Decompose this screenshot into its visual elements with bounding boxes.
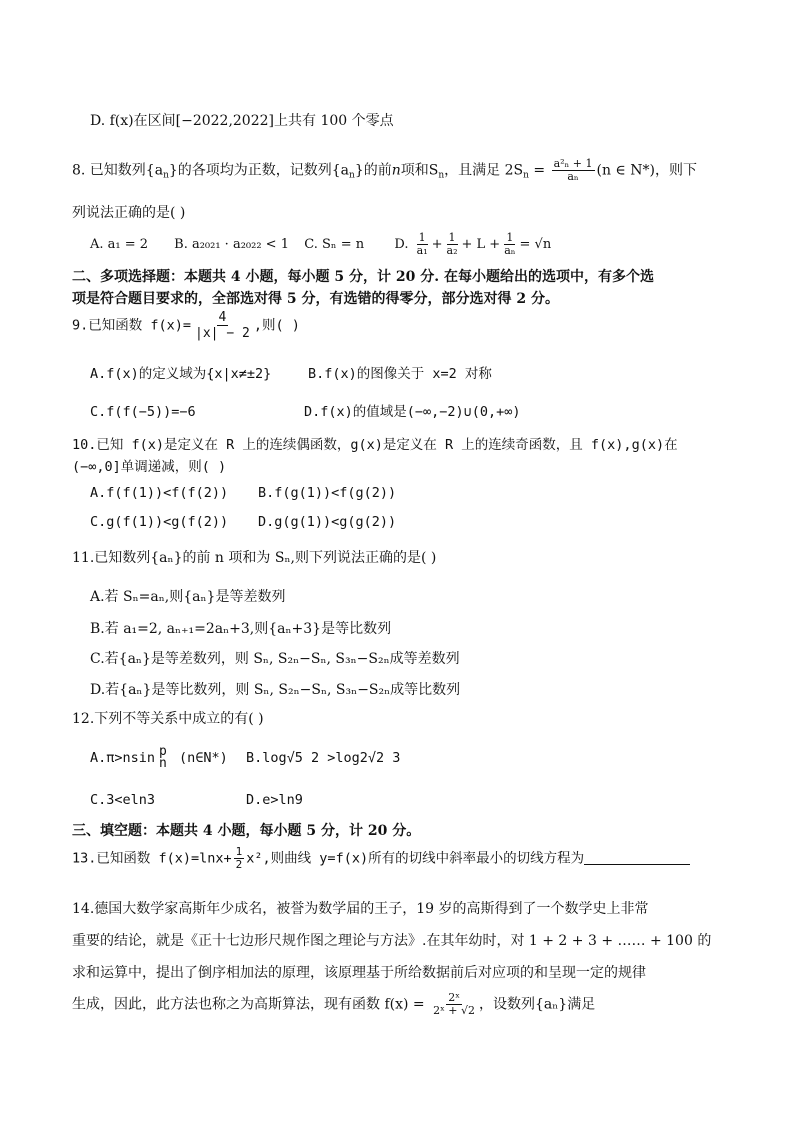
q8-d-frac2: [445, 232, 460, 257]
q14-line4-pre: 生成，因此，此方法也称之为高斯算法，现有函数 f(x) =: [72, 996, 430, 1013]
q8-d-mid: + L +: [461, 237, 501, 252]
q9-stem-post: ,则( ): [253, 317, 300, 334]
q14-line3: 求和运算中，提出了倒序相加法的原理，该原理基于所给数据前后对应项的和呈现一定的规律: [72, 965, 646, 981]
q9-stem-pre: 9.已知函数 f(x)=: [72, 317, 192, 334]
q14-fraction: [431, 992, 477, 1017]
q13-pre: 13.已知函数 f(x)=lnx+: [72, 850, 232, 867]
q13-frac-num: 1: [235, 845, 243, 858]
q8-options: [90, 232, 551, 257]
q13-fraction: [234, 846, 245, 871]
q9-frac-den: |x| − 2: [195, 326, 250, 341]
q9-options-cd: [90, 400, 521, 420]
q8-option-d-pre: D.: [394, 237, 409, 252]
q12-stem: 12.下列不等关系中成立的有( ): [72, 711, 264, 727]
q11-option-c: C.若{aₙ}是等差数列，则 Sₙ, S₂ₙ−Sₙ, S₃ₙ−S₂ₙ成等差数列: [90, 651, 460, 667]
q10-options-ab: [90, 485, 396, 501]
q10-option-d: D.g(g(1))<g(g(2)): [258, 514, 397, 530]
q8-d-frac2-den: a₂: [446, 244, 458, 257]
q10-options-cd: [90, 514, 396, 530]
q14-line4-post: ，设数列{aₙ}满足: [478, 996, 596, 1013]
q8-stem-a: 8. 已知数列{a: [72, 162, 164, 179]
q9-options-ab: [90, 362, 492, 382]
q9-option-c: C.f(f(−5))=−6: [90, 404, 196, 420]
section2-heading-line2: 项是符合题目要求的，全部选对得 5 分，有选错的得零分，部分选对得 2 分。: [72, 291, 559, 307]
q12-a-frac-den: n: [159, 756, 167, 771]
q12-options-cd: [90, 792, 303, 808]
q8-fraction: [552, 158, 595, 183]
q8-option-a: A. a₁ = 2: [90, 237, 149, 252]
q14-frac-den: 2ˣ + √2: [433, 1004, 475, 1017]
q13-frac-den: 2: [235, 858, 243, 871]
q8-d-frac2-num: 1: [448, 231, 456, 244]
q8-stem-e: ，且满足 2S: [444, 162, 524, 179]
q13-post: x²,则曲线 y=f(x)所有的切线中斜率最小的切线方程为: [246, 850, 585, 867]
q10-option-c: C.g(f(1))<g(f(2)): [90, 514, 229, 530]
q11-stem: 11.已知数列{aₙ}的前 n 项和为 Sₙ,则下列说法正确的是( ): [72, 550, 437, 566]
q8-stem-f: (n ∈ N*)，则下: [596, 162, 697, 179]
q14-line4: [72, 992, 595, 1017]
section2-heading-line1: 二、多项选择题：本题共 4 小题，每小题 5 分，计 20 分. 在每小题给出的选项中，有多个选: [72, 269, 654, 285]
q8-d-frac1: [415, 232, 430, 257]
q10-line2: (−∞,0]单调递减，则( ): [72, 459, 227, 475]
q9-stem: [72, 310, 300, 341]
q10-line1: 10.已知 f(x)是定义在 R 上的连续偶函数，g(x)是定义在 R 上的连续奇函数，且 f(x),g(x)在: [72, 437, 678, 453]
q8-frac-den: aₙ: [567, 170, 579, 183]
q12-option-d: D.e>ln9: [246, 792, 303, 808]
q9-option-d: D.f(x)的值域是(−∞,−2)∪(0,+∞): [304, 404, 521, 420]
q11-option-b: B.若 a₁=2, aₙ₊₁=2aₙ+3,则{aₙ+3}是等比数列: [90, 621, 392, 637]
q13-stem: [72, 846, 690, 871]
q12-a-post: (n∈N*): [179, 750, 228, 766]
q12-a-pre: A.π>nsin: [90, 750, 156, 766]
q10-option-b: B.f(g(1))<f(g(2)): [258, 485, 397, 501]
q9-option-a: A.f(x)的定义域为{x|x≠±2}: [90, 366, 272, 382]
q8-d-frac1-num: 1: [418, 231, 426, 244]
q8-stem: 8. 已知数列$\{a_n\}$的各项均为正数，记数列$\{a_n\}$的前n项和$S_n$，且满足 $2S_n$ = $\frac{\text{a²ₙ + 1}}{\text{aₙ}}$ (n ∈ N*)，则下: [72, 157, 697, 183]
q8-frac-num: a²ₙ + 1: [553, 157, 593, 170]
q14-line2: 重要的结论，就是《正十七边形尺规作图之理论与方法》.在其年幼时，对 1 + 2 + 3 + …… + 100 的: [72, 933, 712, 949]
q8-stem-d: 项和S: [400, 162, 439, 179]
q9-frac-num: 4: [218, 310, 227, 325]
q8-d-frac3-num: 1: [506, 231, 514, 244]
q12-a-fraction: [157, 746, 169, 770]
q12-options-ab: [90, 746, 400, 770]
q12-option-c: C.3<eln3: [90, 792, 156, 808]
q7-option-d: D. f(x)在区间[−2022,2022]上共有 100 个零点: [90, 113, 394, 129]
q8-stem-c: }的前: [354, 162, 392, 179]
q11-option-a: A.若 Sₙ=aₙ,则{aₙ}是等差数列: [90, 589, 286, 605]
q8-option-d: D. $\frac{1}{\text{a₁}}$ + $\frac{1}{\text{a₂}}$ + L + $\frac{1}{\text{aₙ}}$ = √n: [394, 231, 552, 257]
q8-d-frac3-den: aₙ: [504, 244, 516, 257]
q14-frac-num: 2ˣ: [448, 991, 460, 1004]
q12-option-b: B.log√5 2 >log2√2 3: [246, 750, 401, 766]
q8-stem-n: n: [391, 162, 401, 179]
q12-option-a: [90, 746, 246, 770]
q9-fraction: [193, 310, 252, 341]
q8-d-frac1-den: a₁: [416, 244, 428, 257]
q12-a-frac-num: p: [159, 744, 167, 759]
q8-d-post: = √n: [519, 237, 552, 252]
q9-option-b: B.f(x)的图像关于 x=2 对称: [308, 366, 492, 382]
q8-line2: 列说法正确的是( ): [72, 205, 186, 221]
q8-d-frac3: [502, 232, 517, 257]
section3-heading: 三、填空题：本题共 4 小题，每小题 5 分，计 20 分。: [72, 823, 421, 839]
q14-line1: 14.德国大数学家高斯年少成名，被誉为数学届的王子，19 岁的高斯得到了一个数学史上非常: [72, 901, 649, 917]
q8-option-b: B. a₂₀₂₁ · a₂₀₂₂ < 1: [174, 237, 289, 252]
q10-option-a: A.f(f(1))<f(f(2)): [90, 485, 229, 501]
q8-option-c: C. Sₙ = n: [304, 237, 365, 252]
q8-stem-eq: =: [528, 162, 550, 179]
q8-stem-b: }的各项均为正数，记数列{a: [168, 162, 350, 179]
q11-option-d: D.若{aₙ}是等比数列，则 Sₙ, S₂ₙ−Sₙ, S₃ₙ−S₂ₙ成等比数列: [90, 682, 461, 698]
q13-answer-blank: [584, 850, 690, 865]
